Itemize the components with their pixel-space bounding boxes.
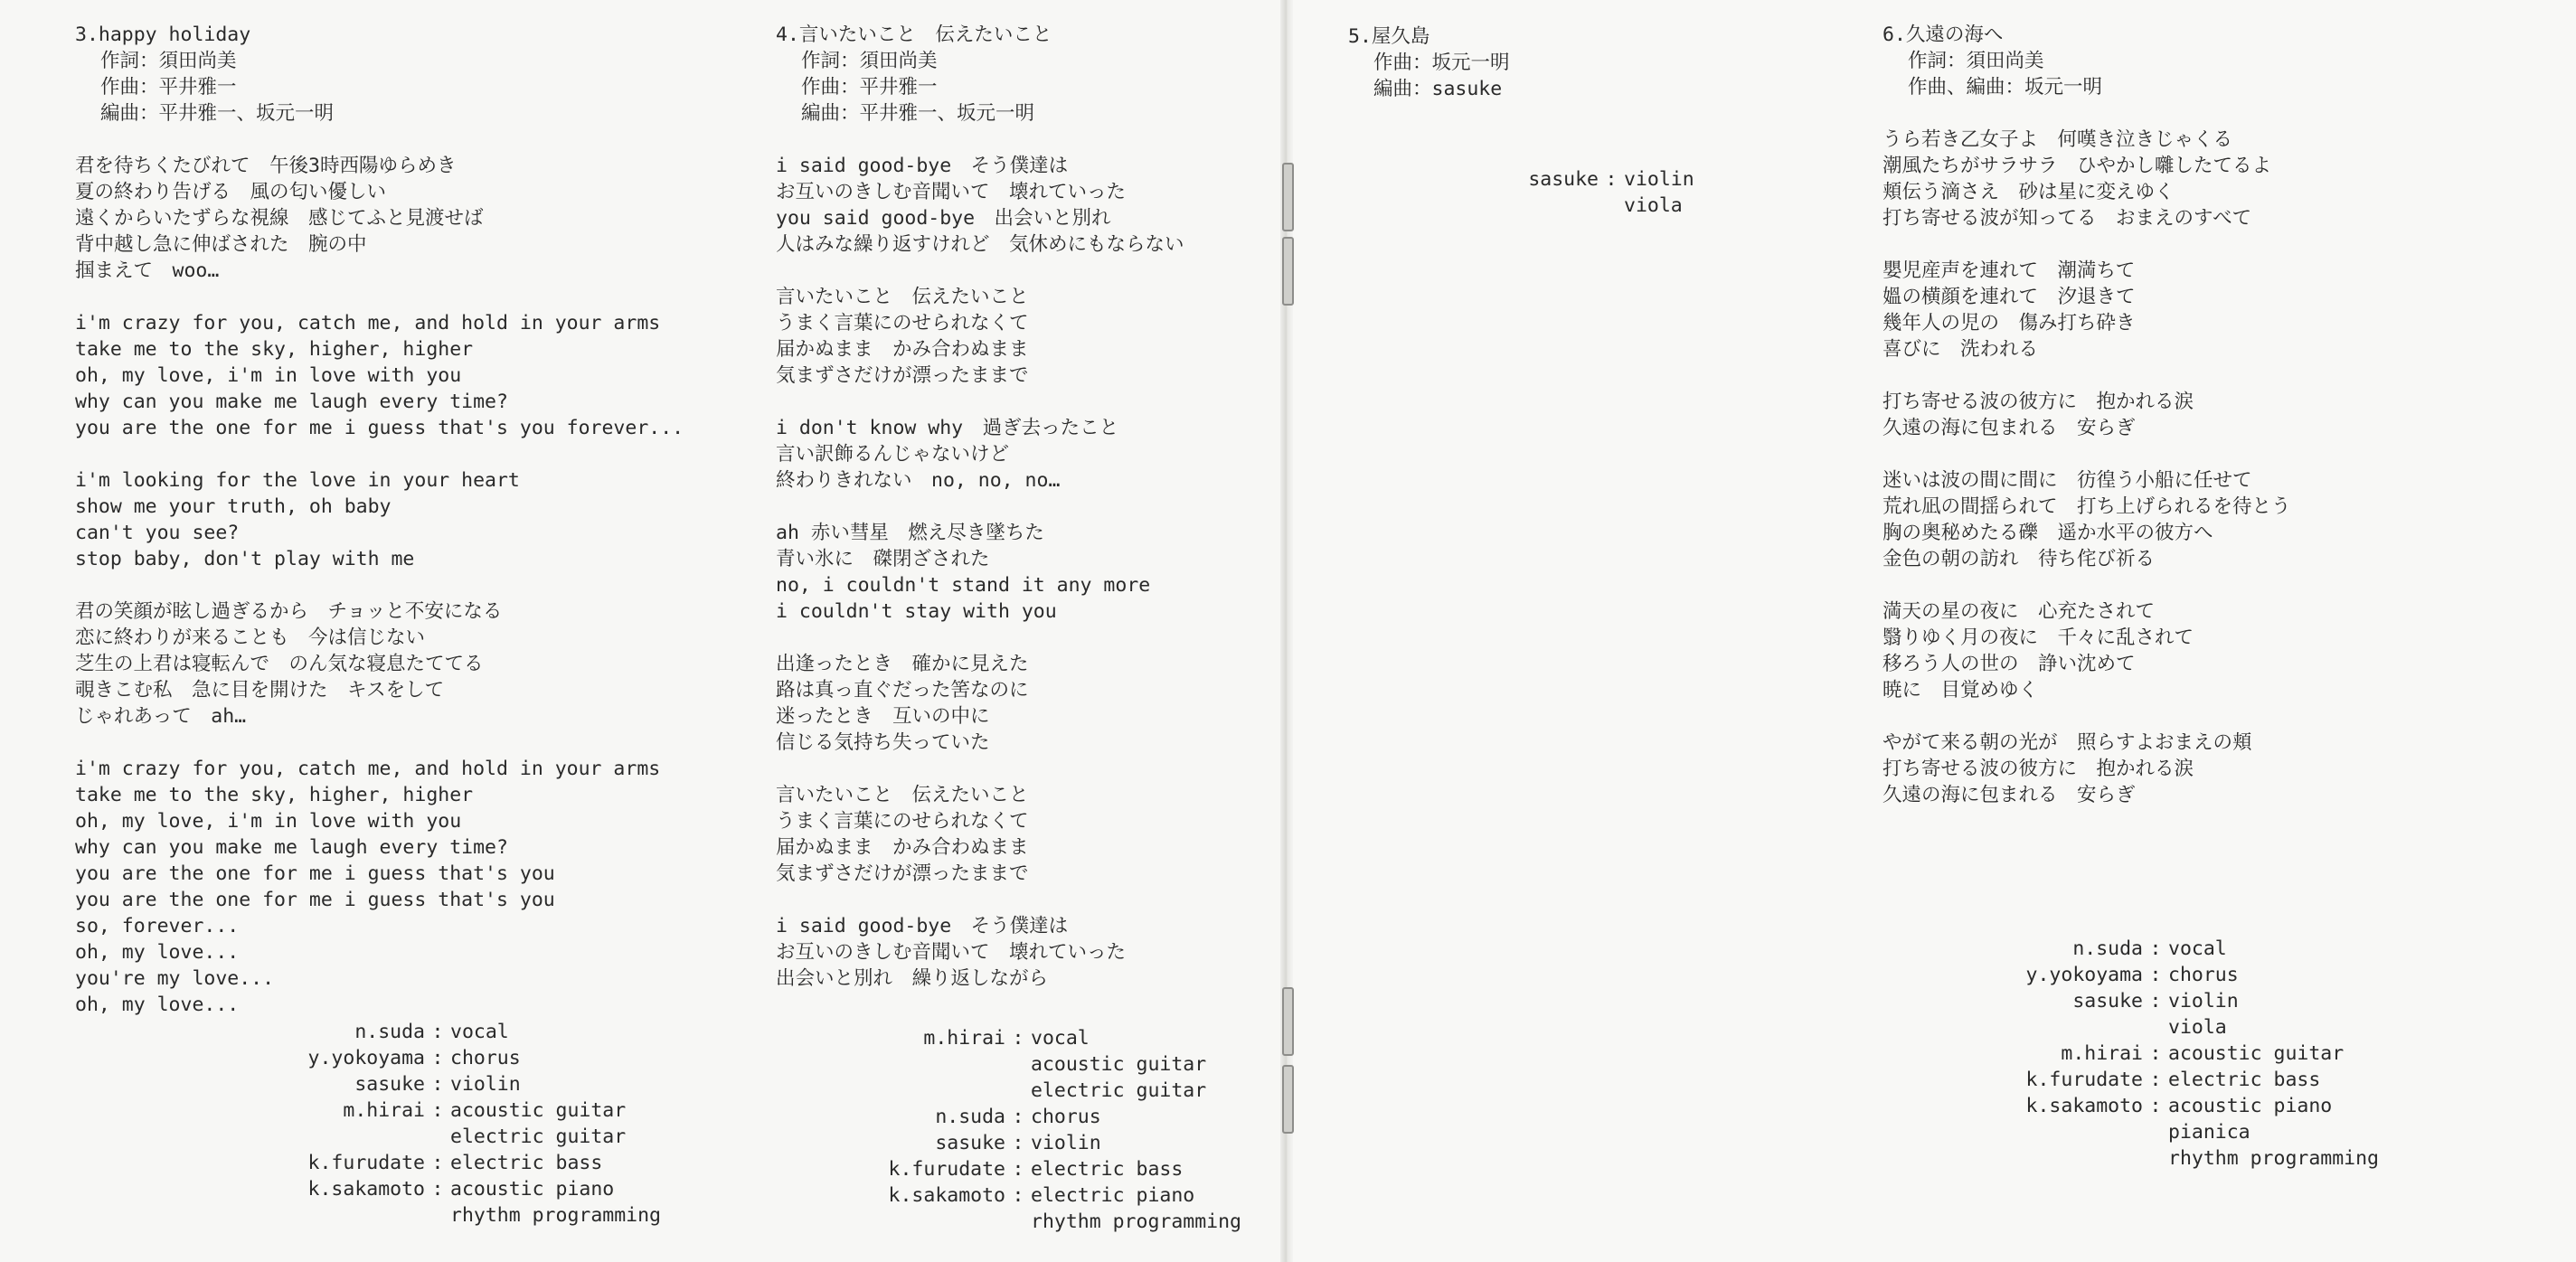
stanza-gap xyxy=(776,625,1184,651)
song4-credit-row xyxy=(868,1130,1241,1156)
credit-name: y.yokoyama xyxy=(307,1047,425,1069)
credit-role: acoustic guitar xyxy=(2168,1042,2345,1065)
song4-credit-row xyxy=(868,1209,1241,1235)
stanza-gap xyxy=(1882,441,2291,467)
credit-name: k.furudate xyxy=(2025,1069,2143,1091)
song6-lyric-line: やがて来る朝の光が 照らすよおまえの頬 xyxy=(1882,731,2252,754)
credit-separator-blank xyxy=(2143,1119,2168,1145)
credit-role: rhythm programming xyxy=(450,1204,661,1227)
credit-name-blank xyxy=(271,1202,425,1229)
song6-lyric-line: 荒れ凪の間揺られて 打ち上げられるを待とう xyxy=(1882,495,2291,518)
song4-credit-row xyxy=(868,1182,1241,1209)
song4-lyric-line: 届かぬまま かみ合わぬまま xyxy=(776,836,1029,859)
credit-role: electric guitar xyxy=(1031,1079,1207,1102)
song3-credit-row xyxy=(271,1045,661,1071)
song4-lyric-line: i don't know why 過ぎ去ったこと xyxy=(776,417,1119,439)
credit-role: vocal xyxy=(450,1021,509,1043)
song3-lyric-line: why can you make me laugh every time? xyxy=(75,836,508,859)
song3-credit-row xyxy=(271,1071,661,1097)
song6-credit-row xyxy=(1989,1093,2379,1119)
credit-separator: : xyxy=(1012,1106,1024,1128)
song3-lyric-line: 恋に終わりが来ることも 今は信じない xyxy=(75,626,426,649)
stanza-gap xyxy=(1882,100,2291,127)
credit-separator: : xyxy=(431,1099,444,1122)
credit-name-blank xyxy=(868,1051,1005,1078)
song6-credit-row xyxy=(1989,1067,2379,1093)
credit-separator: : xyxy=(1012,1158,1024,1181)
credit-role: rhythm programming xyxy=(2168,1147,2379,1170)
song6-lyric-line: 迷いは波の間に間に 彷徨う小船に任せて xyxy=(1882,469,2252,492)
song4-lyric-line: 気まずさだけが漂ったままで xyxy=(776,364,1029,387)
credit-role: vocal xyxy=(2168,937,2227,960)
song4-lyric-line: 言いたいこと 伝えたいこと xyxy=(776,286,1029,308)
song3-lyric-line: 遠くからいたずらな視線 感じてふと見渡せば xyxy=(75,207,484,230)
song3-lyric-line: 君の笑顔が眩し過ぎるから チョッと不安になる xyxy=(75,600,503,623)
song5-meta-line: 作曲：坂元一明 xyxy=(1373,52,1510,74)
song6-lyric-line: 嬰児産声を連れて 潮満ちて xyxy=(1882,259,2136,282)
song4-credit-row xyxy=(868,1104,1241,1130)
song3-meta-line: 編曲：平井雅一、坂元一明 xyxy=(100,102,335,125)
stanza-gap xyxy=(75,730,684,756)
song6-lyric-line: 移ろう人の世の 諍い沈めて xyxy=(1882,653,2136,675)
song4-lyric-line: 出逢ったとき 確かに見えた xyxy=(776,653,1029,675)
song3-lyric-line: why can you make me laugh every time? xyxy=(75,391,508,413)
song5-credit-row xyxy=(1492,193,1694,219)
song6-lyric-line: 久遠の海に包まれる 安らぎ xyxy=(1882,417,2136,439)
song4-credit-row xyxy=(868,1051,1241,1078)
song5-credits xyxy=(1492,166,1694,219)
stanza-gap xyxy=(75,441,684,467)
credit-name: k.furudate xyxy=(307,1152,425,1174)
song6-lyric-line: 金色の朝の訪れ 待ち侘び祈る xyxy=(1882,548,2156,570)
song3-lyric-line: oh, my love... xyxy=(75,994,240,1016)
credit-role: electric piano xyxy=(1031,1184,1195,1207)
credit-separator-blank xyxy=(2143,1014,2168,1041)
song3-lyric-line: 背中越し急に伸ばされた 腕の中 xyxy=(75,233,367,256)
credit-name: k.sakamoto xyxy=(2025,1095,2143,1117)
song6-credit-row xyxy=(1989,1041,2379,1067)
credit-separator-blank xyxy=(1005,1078,1031,1104)
song3-credit-row xyxy=(271,1097,661,1124)
song4-title: 4.言いたいこと 伝えたいこと xyxy=(776,24,1052,46)
song3-lyric-line: oh, my love, i'm in love with you xyxy=(75,364,462,387)
song4-lyric-line: 気まずさだけが漂ったままで xyxy=(776,862,1029,885)
song4-lyric-line: 言いたいこと 伝えたいこと xyxy=(776,784,1029,806)
song6-meta-line: 作曲、編曲：坂元一明 xyxy=(1908,76,2103,99)
song3-credit-row xyxy=(271,1202,661,1229)
song3-meta-line: 作曲：平井雅一 xyxy=(100,76,237,99)
credit-role: chorus xyxy=(450,1047,521,1069)
credit-name: k.furudate xyxy=(888,1158,1005,1181)
song4-lyric-line: i said good-bye そう僕達は xyxy=(776,155,1069,177)
credit-role: viola xyxy=(2168,1016,2227,1039)
song3-lyric-line: 掴まえて woo… xyxy=(75,259,220,282)
song3-lyric-line: 覗きこむ私 急に目を開けた キスをして xyxy=(75,679,445,702)
credit-name: sasuke xyxy=(2072,990,2143,1012)
song4-meta-line: 作曲：平井雅一 xyxy=(801,76,938,99)
song4-lyric-line: 人はみな繰り返すけれど 気休めにもならない xyxy=(776,233,1184,256)
stanza-gap xyxy=(776,756,1184,782)
song6-credit-row xyxy=(1989,962,2379,988)
song4-lyric-line: 迷ったとき 互いの中に xyxy=(776,705,990,728)
stanza-gap xyxy=(75,572,684,598)
credit-name: n.suda xyxy=(935,1106,1005,1128)
song3-lyric-line: you are the one for me i guess that's you forever... xyxy=(75,417,684,439)
stanza-gap xyxy=(776,127,1184,153)
stanza-gap xyxy=(1882,703,2291,730)
song3-title: 3.happy holiday xyxy=(75,24,251,46)
song3-lyric-line: oh, my love... xyxy=(75,941,240,964)
stanza-gap xyxy=(75,127,684,153)
credit-role: acoustic guitar xyxy=(1031,1053,1207,1076)
song6-lyric-line: 翳りゆく月の夜に 千々に乱されて xyxy=(1882,626,2194,649)
credit-separator-blank xyxy=(425,1124,450,1150)
credit-separator: : xyxy=(2149,1095,2162,1117)
song3-lyric-line: 夏の終わり告げる 風の匂い優しい xyxy=(75,181,387,203)
song6-lyric-line: 幾年人の児の 傷み打ち砕き xyxy=(1882,312,2136,334)
song3-credit-row xyxy=(271,1019,661,1045)
song5-meta-line: 編曲：sasuke xyxy=(1373,78,1503,100)
song6-lyric-line: 喜びに 洗われる xyxy=(1882,338,2039,361)
song3-lyric-line: can't you see? xyxy=(75,522,240,544)
credit-name-blank xyxy=(1989,1014,2143,1041)
credit-role: chorus xyxy=(2168,964,2239,986)
credit-role: pianica xyxy=(2168,1121,2250,1144)
song6-lyric-line: 満天の星の夜に 心充たされて xyxy=(1882,600,2156,623)
song3-lyric-line: 芝生の上君は寝転んで のん気な寝息たててる xyxy=(75,653,484,675)
credit-separator: : xyxy=(2149,937,2162,960)
song4-lyric-line: 出会いと別れ 繰り返しながら xyxy=(776,967,1049,990)
credit-role: acoustic guitar xyxy=(450,1099,627,1122)
credit-name: sasuke xyxy=(354,1073,425,1096)
staple-top-lower xyxy=(1282,237,1294,306)
song6-credit-row xyxy=(1989,1014,2379,1041)
song6-lyric-line: 媼の横顔を連れて 汐退きて xyxy=(1882,286,2136,308)
song4-lyric-line: 信じる気持ち失っていた xyxy=(776,731,990,754)
song3-lyric-line: i'm crazy for you, catch me, and hold in your arms xyxy=(75,312,661,334)
staple-top-upper xyxy=(1282,163,1294,231)
credit-separator-blank xyxy=(1599,193,1624,219)
song4-lyric-line: 青い氷に 磔閉ざされた xyxy=(776,548,990,570)
song3-lyric-line: so, forever... xyxy=(75,915,240,937)
song4-lyric-line: うまく言葉にのせられなくて xyxy=(776,312,1029,334)
credit-name: sasuke xyxy=(1528,168,1599,191)
song4-lyric-line: i couldn't stay with you xyxy=(776,600,1057,623)
song6-lyric-line: 頬伝う滴さえ 砂は星に変えゆく xyxy=(1882,181,2175,203)
song4-credits xyxy=(868,1025,1241,1235)
song3-lyric-line: i'm crazy for you, catch me, and hold in your arms xyxy=(75,758,661,780)
credit-role: violin xyxy=(2168,990,2239,1012)
credit-separator: : xyxy=(431,1073,444,1096)
stanza-gap xyxy=(1882,363,2291,389)
credit-name: m.hirai xyxy=(923,1027,1005,1050)
stanza-gap xyxy=(75,284,684,310)
credit-name: n.suda xyxy=(2072,937,2143,960)
song3-lyric-line: you're my love... xyxy=(75,967,275,990)
credit-role: electric guitar xyxy=(450,1125,627,1148)
credit-role: chorus xyxy=(1031,1106,1101,1128)
credit-role: acoustic piano xyxy=(450,1178,615,1201)
credit-name-blank xyxy=(271,1124,425,1150)
song6-title: 6.久遠の海へ xyxy=(1882,24,2004,46)
stanza-gap xyxy=(1882,572,2291,598)
song4-credit-row xyxy=(868,1025,1241,1051)
credit-separator: : xyxy=(431,1152,444,1174)
credit-role: viola xyxy=(1624,194,1683,217)
song3-lyric-line: you are the one for me i guess that's you xyxy=(75,889,555,911)
song6-credit-row xyxy=(1989,1145,2379,1172)
credit-role: electric bass xyxy=(450,1152,603,1174)
credit-separator-blank xyxy=(1005,1051,1031,1078)
credit-separator: : xyxy=(2149,1069,2162,1091)
song3-credit-row xyxy=(271,1176,661,1202)
credit-name: m.hirai xyxy=(343,1099,425,1122)
song6-meta-line: 作詞：須田尚美 xyxy=(1908,50,2044,72)
credit-separator: : xyxy=(1012,1184,1024,1207)
credit-name: y.yokoyama xyxy=(2025,964,2143,986)
song6-credit-row xyxy=(1989,1119,2379,1145)
song3-meta-line: 作詞：須田尚美 xyxy=(100,50,237,72)
credit-name: k.sakamoto xyxy=(307,1178,425,1201)
credit-name: sasuke xyxy=(935,1132,1005,1154)
credit-role: violin xyxy=(1624,168,1694,191)
song6-credit-row xyxy=(1989,936,2379,962)
song6-lyric-line: 暁に 目覚めゆく xyxy=(1882,679,2039,702)
song4-lyric-line: 言い訳飾るんじゃないけど xyxy=(776,443,1010,466)
song6-lyric-line: 打ち寄せる波の彼方に 抱かれる涙 xyxy=(1882,758,2194,780)
song3-credits xyxy=(271,1019,661,1229)
credit-name-blank xyxy=(1989,1145,2143,1172)
song4-lyric-line: うまく言葉にのせられなくて xyxy=(776,810,1029,833)
song6-lyrics-column xyxy=(1882,22,2291,808)
credit-role: vocal xyxy=(1031,1027,1090,1050)
song4-meta-line: 作詞：須田尚美 xyxy=(801,50,938,72)
credit-role: electric bass xyxy=(1031,1158,1184,1181)
song4-credit-row xyxy=(868,1156,1241,1182)
stanza-gap xyxy=(1882,231,2291,258)
song3-lyric-line: take me to the sky, higher, higher xyxy=(75,338,474,361)
song4-lyric-line: i said good-bye そう僕達は xyxy=(776,915,1069,937)
song3-lyric-line: take me to the sky, higher, higher xyxy=(75,784,474,806)
song3-lyric-line: stop baby, don't play with me xyxy=(75,548,415,570)
credit-name-blank xyxy=(1989,1119,2143,1145)
song4-lyric-line: 届かぬまま かみ合わぬまま xyxy=(776,338,1029,361)
credit-separator: : xyxy=(1012,1132,1024,1154)
credit-role: violin xyxy=(450,1073,521,1096)
song3-lyric-line: you are the one for me i guess that's you xyxy=(75,862,555,885)
credit-role: acoustic piano xyxy=(2168,1095,2333,1117)
credit-separator: : xyxy=(1012,1027,1024,1050)
song3-lyric-line: oh, my love, i'm in love with you xyxy=(75,810,462,833)
credit-role: electric bass xyxy=(2168,1069,2321,1091)
song4-lyric-line: ah 赤い彗星 燃え尽き墜ちた xyxy=(776,522,1044,544)
song3-credit-row xyxy=(271,1124,661,1150)
credit-separator: : xyxy=(2149,990,2162,1012)
credit-name: k.sakamoto xyxy=(888,1184,1005,1207)
song6-lyric-line: うら若き乙女子よ 何嘆き泣きじゃくる xyxy=(1882,128,2233,151)
staple-bottom-lower xyxy=(1282,1065,1294,1134)
credit-separator: : xyxy=(431,1047,444,1069)
credit-name: m.hirai xyxy=(2061,1042,2143,1065)
song3-lyric-line: 君を待ちくたびれて 午後3時西陽ゆらめき xyxy=(75,155,457,177)
song6-lyric-line: 胸の奥秘めたる礫 遥か水平の彼方へ xyxy=(1882,522,2213,544)
credit-name-blank xyxy=(868,1078,1005,1104)
credit-separator: : xyxy=(2149,1042,2162,1065)
song6-lyric-line: 打ち寄せる波が知ってる おまえのすべて xyxy=(1882,207,2252,230)
song3-credit-row xyxy=(271,1150,661,1176)
credit-separator: : xyxy=(1605,168,1618,191)
song3-lyric-line: i'm looking for the love in your heart xyxy=(75,469,520,492)
song4-lyric-line: no, i couldn't stand it any more xyxy=(776,574,1151,597)
song4-lyric-line: 終わりきれない no, no, no… xyxy=(776,469,1061,492)
credit-name: n.suda xyxy=(354,1021,425,1043)
staple-bottom-upper xyxy=(1282,987,1294,1056)
song6-lyric-line: 打ち寄せる波の彼方に 抱かれる涙 xyxy=(1882,391,2194,413)
credit-separator-blank xyxy=(2143,1145,2168,1172)
stanza-gap xyxy=(776,389,1184,415)
song6-credit-row xyxy=(1989,988,2379,1014)
song4-lyric-line: お互いのきしむ音聞いて 壊れていった xyxy=(776,941,1127,964)
song5-title: 5.屋久島 xyxy=(1348,25,1430,48)
song6-lyric-line: 久遠の海に包まれる 安らぎ xyxy=(1882,784,2136,806)
credit-separator-blank xyxy=(425,1202,450,1229)
song4-credit-row xyxy=(868,1078,1241,1104)
song5-credit-row xyxy=(1492,166,1694,193)
song3-lyric-line: show me your truth, oh baby xyxy=(75,495,392,518)
song4-lyric-line: お互いのきしむ音聞いて 壊れていった xyxy=(776,181,1127,203)
stanza-gap xyxy=(776,887,1184,913)
song5-lyrics-column xyxy=(1348,24,1510,102)
song4-meta-line: 編曲：平井雅一、坂元一明 xyxy=(801,102,1035,125)
credit-name-blank xyxy=(868,1209,1005,1235)
song6-lyric-line: 潮風たちがサラサラ ひやかし囃したてるよ xyxy=(1882,155,2272,177)
credit-separator: : xyxy=(2149,964,2162,986)
song3-lyrics-column xyxy=(75,22,684,1018)
credit-role: rhythm programming xyxy=(1031,1210,1241,1233)
song4-lyric-line: 路は真っ直ぐだった筈なのに xyxy=(776,679,1029,702)
credit-separator: : xyxy=(431,1178,444,1201)
song6-credits xyxy=(1989,936,2379,1172)
credit-separator-blank xyxy=(1005,1209,1031,1235)
stanza-gap xyxy=(776,494,1184,520)
credit-name-blank xyxy=(1492,193,1599,219)
song4-lyrics-column xyxy=(776,22,1184,992)
song3-lyric-line: じゃれあって ah… xyxy=(75,705,247,728)
credit-separator: : xyxy=(431,1021,444,1043)
song4-lyric-line: you said good-bye 出会いと別れ xyxy=(776,207,1111,230)
credit-role: violin xyxy=(1031,1132,1101,1154)
stanza-gap xyxy=(776,258,1184,284)
